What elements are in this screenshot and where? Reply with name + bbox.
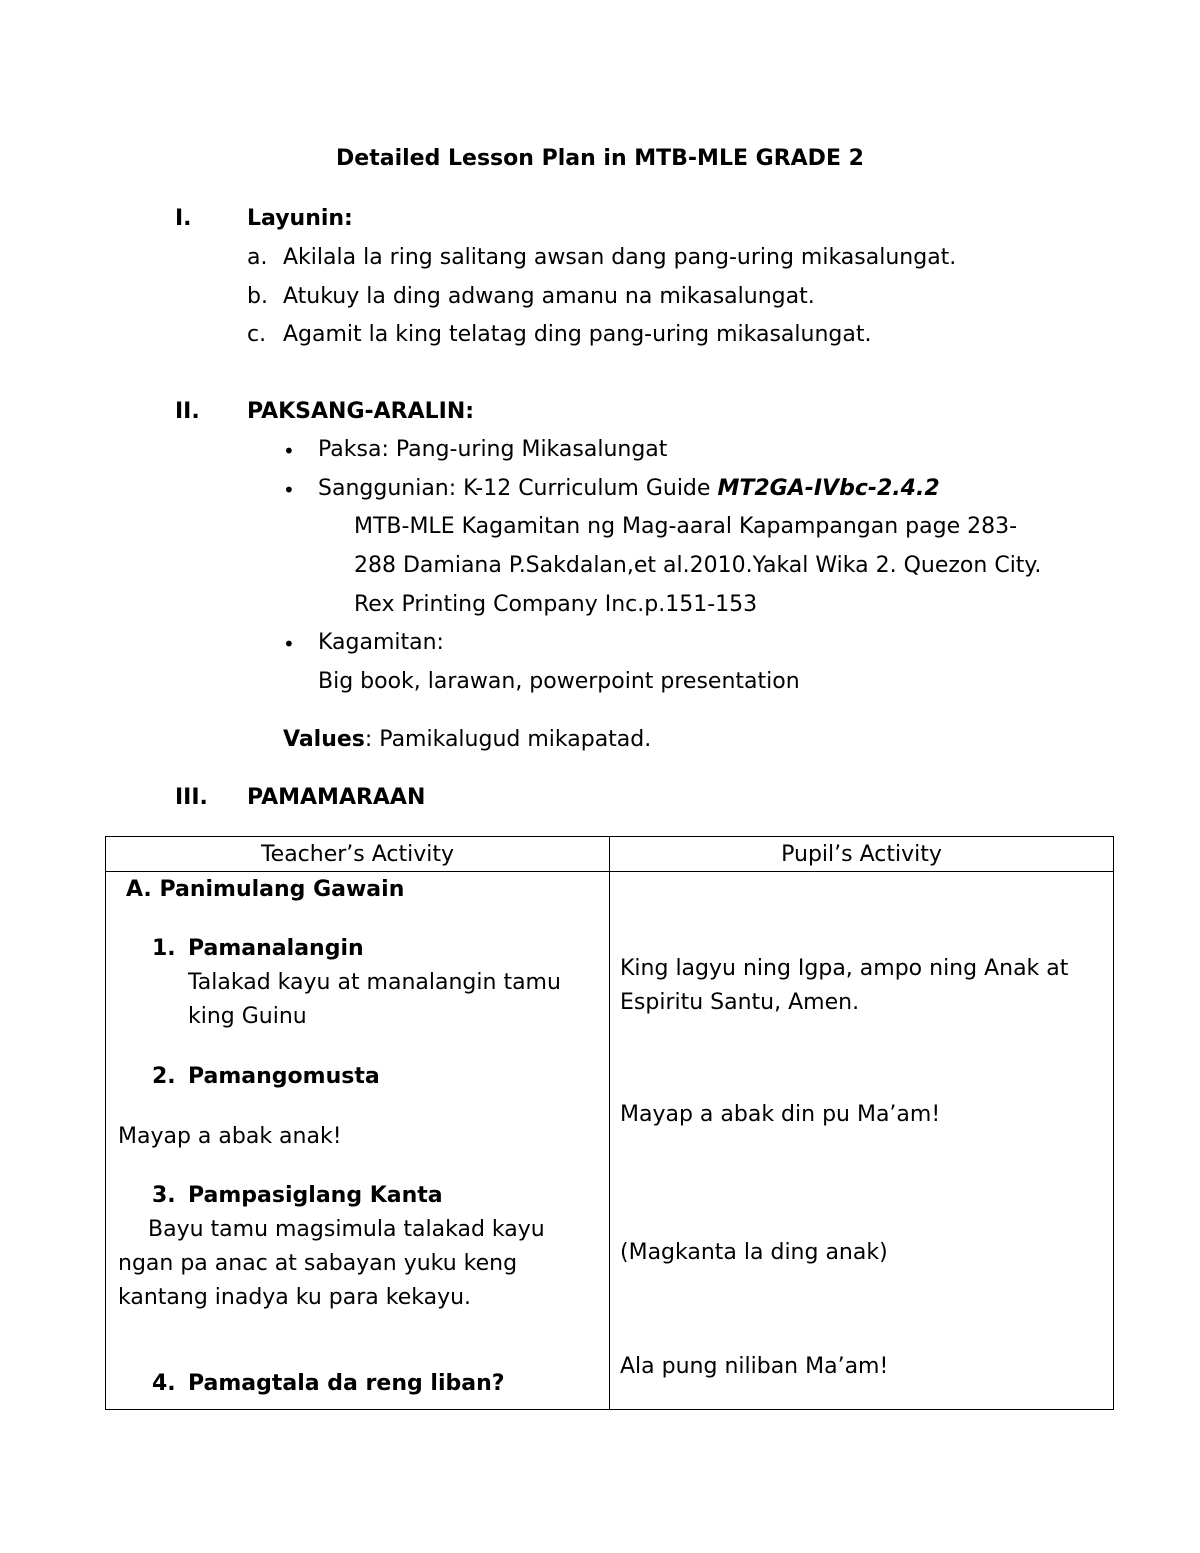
pupil-response-3: (Magkanta la ding anak) bbox=[620, 1240, 888, 1265]
objective-a-text: Akilala la ring salitang awsan dang pang-uring mikasalungat. bbox=[283, 245, 957, 270]
objective-c-text: Agamit la king telatag ding pang-uring mikasalungat. bbox=[283, 322, 872, 347]
values-label: Values bbox=[283, 727, 365, 752]
step3-title: Pampasiglang Kanta bbox=[188, 1183, 443, 1208]
header-pupil-activity: Pupil’s Activity bbox=[610, 837, 1114, 872]
objective-c-marker: c. bbox=[247, 322, 267, 347]
part-a-heading: A. Panimulang Gawain bbox=[126, 877, 405, 902]
teacher-activity-cell bbox=[106, 872, 610, 1410]
section2-heading: PAKSANG-ARALIN: bbox=[247, 399, 475, 424]
sanggunian-ref-line-2: 288 Damiana P.Sakdalan,et al.2010.Yakal Wika 2. Quezon City. bbox=[354, 553, 1042, 578]
pupil-response-2: Mayap a abak din pu Ma’am! bbox=[620, 1102, 941, 1127]
sanggunian-code: MT2GA-IVbc-2.4.2 bbox=[717, 476, 940, 501]
sanggunian-line bbox=[318, 476, 940, 502]
step2-text: Mayap a abak anak! bbox=[118, 1124, 342, 1149]
step4-number: 4. bbox=[152, 1371, 176, 1396]
step3-number: 3. bbox=[152, 1183, 176, 1208]
section2-numeral: II. bbox=[175, 399, 200, 424]
sanggunian-ref-line-3: Rex Printing Company Inc.p.151-153 bbox=[354, 592, 758, 617]
pupil-response-1-line-2: Espiritu Santu, Amen. bbox=[620, 990, 860, 1015]
sanggunian-ref-line-1: MTB-MLE Kagamitan ng Mag-aaral Kapampangan page 283- bbox=[354, 514, 1018, 539]
step4-title: Pamagtala da reng liban? bbox=[188, 1371, 505, 1396]
step1-title: Pamanalangin bbox=[188, 936, 364, 961]
bullet-kagamitan-icon: • bbox=[283, 632, 295, 656]
step2-title: Pamangomusta bbox=[188, 1064, 380, 1089]
step2-number: 2. bbox=[152, 1064, 176, 1089]
pupil-activity-cell bbox=[610, 872, 1114, 1410]
pupil-response-4: Ala pung niliban Ma’am! bbox=[620, 1354, 889, 1379]
table-header-row bbox=[106, 837, 1114, 872]
step3-line-1: Bayu tamu magsimula talakad kayu bbox=[148, 1217, 545, 1242]
step1-line-1: Talakad kayu at manalangin tamu bbox=[188, 970, 561, 995]
bullet-paksa-icon: • bbox=[283, 439, 295, 463]
sanggunian-label: Sanggunian: K-12 Curriculum Guide bbox=[318, 476, 718, 501]
step1-number: 1. bbox=[152, 936, 176, 961]
objective-a-marker: a. bbox=[247, 245, 268, 270]
kagamitan-text: Big book, larawan, powerpoint presentation bbox=[318, 669, 800, 694]
objective-b-marker: b. bbox=[247, 284, 268, 309]
paksa-text: Paksa: Pang-uring Mikasalungat bbox=[318, 437, 668, 462]
header-teacher-activity: Teacher’s Activity bbox=[106, 837, 610, 872]
section3-heading: PAMAMARAAN bbox=[247, 785, 426, 810]
table-row bbox=[106, 872, 1114, 1410]
objective-b-text: Atukuy la ding adwang amanu na mikasalungat. bbox=[283, 284, 815, 309]
section1-heading: Layunin: bbox=[247, 206, 353, 231]
section3-numeral: III. bbox=[175, 785, 208, 810]
pupil-response-1-line-1: King lagyu ning Igpa, ampo ning Anak at bbox=[620, 956, 1069, 981]
step3-line-2: ngan pa anac at sabayan yuku keng bbox=[118, 1251, 518, 1276]
step1-line-2: king Guinu bbox=[188, 1004, 307, 1029]
step3-line-3: kantang inadya ku para kekayu. bbox=[118, 1285, 472, 1310]
page-title: Detailed Lesson Plan in MTB-MLE GRADE 2 bbox=[336, 146, 864, 171]
bullet-sanggunian-icon: • bbox=[283, 478, 295, 502]
kagamitan-label: Kagamitan: bbox=[318, 630, 444, 655]
values-line bbox=[283, 727, 651, 753]
values-text: : Pamikalugud mikapatad. bbox=[364, 727, 652, 752]
pamamaraan-table bbox=[105, 836, 1114, 1410]
section1-numeral: I. bbox=[175, 206, 192, 231]
